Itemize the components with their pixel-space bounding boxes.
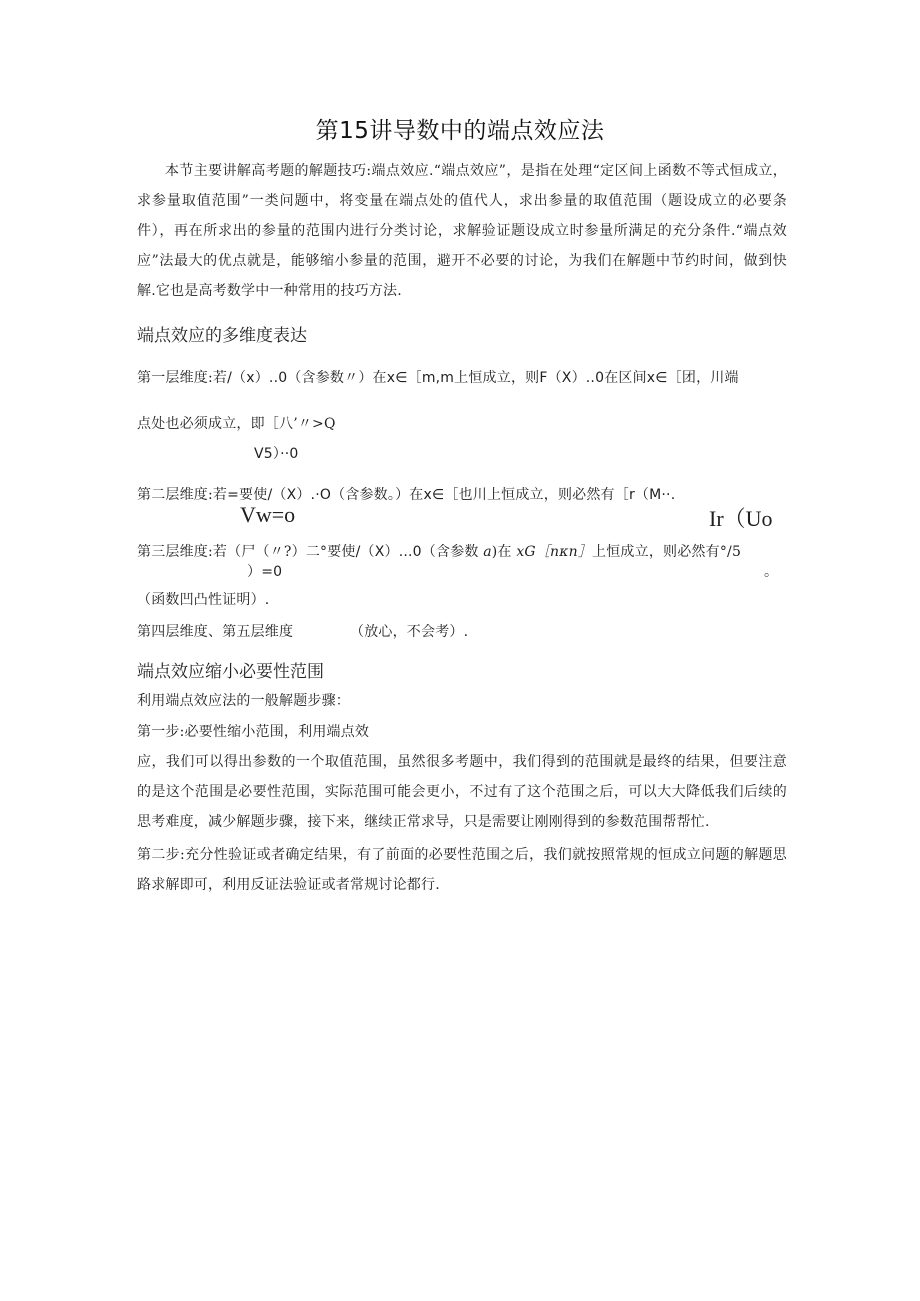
- step1-paragraph: 应，我们可以得出参数的一个取值范围，虽然很多考题中，我们得到的范围就是最终的结果，但要注意的是这个范围是必要性范围，实际范围可能会更小，不过有了这个范围之后，可以大大降低我们后续的思考难度，减少解题步骤，接下来，继续正常求导，只是需要让刚刚得到的参数范围帮帮忙.: [137, 754, 787, 830]
- level3-mid: )在: [491, 544, 512, 560]
- intro-paragraph: 本节主要讲解高考题的解题技巧:端点效应.“端点效应”，是指在处理“定区间上函数不等式恒成立，求参量取值范围”一类问题中，将变量在端点处的值代人，求出参量的取值范围（题设成立的必要条件），再在所求出的参量的范围内进行分类讨论，求解验证题设成立时参量所满足的充分条件.“端点效应”法最大的优点就是，能够缩小参量的范围，避开不必要的讨论，为我们在解题中节约时间，做到快解.它也是高考数学中一种常用的技巧方法.: [137, 163, 787, 299]
- level3-formula: /（X）...0（含参数: [355, 544, 479, 560]
- level3-prefix: 第三层维度:若（尸（〃?）二°要使: [137, 544, 356, 560]
- level3-suffix: 上恒成立，则必然有°/5: [592, 544, 742, 560]
- level1-continuation: [137, 413, 336, 433]
- level2-line: [137, 484, 675, 504]
- level3-note: （函数凹凸性证明）.: [137, 592, 270, 608]
- level1-cont-text: 点处也必须成立，即［八’〃>Q: [137, 416, 336, 432]
- level45-note: （放心，不会考）.: [350, 624, 469, 640]
- level2-big-left: Vw=o: [240, 502, 296, 527]
- section-heading-narrowing: 端点效应缩小必要性范围: [137, 662, 324, 682]
- level2-prefix: 第二层维度:若=要使: [137, 487, 268, 503]
- level45-line: [137, 621, 293, 641]
- section-heading-multidimensional: 端点效应的多维度表达: [137, 326, 307, 346]
- level1-prefix: 第一层维度:若: [137, 370, 228, 386]
- level1-line: [137, 367, 739, 387]
- level1-formula: /（x）..0（含参数〃）在x∈［m,m上恒成立，则F（X）..0在区间x∈［团，川端: [227, 370, 739, 386]
- level3-var-a: a: [483, 544, 492, 560]
- page-title: 第15讲导数中的端点效应法: [315, 118, 605, 144]
- level3-line: [137, 541, 741, 561]
- level3-range: xG［nκn］: [516, 544, 593, 560]
- step1-line1: 第一步:必要性缩小范围，利用端点效: [137, 724, 370, 740]
- steps-lead: 利用端点效应法的一般解题步骤：: [137, 693, 350, 709]
- level45-label: 第四层维度、第五层维度: [137, 624, 294, 640]
- step2-paragraph: 第二步:充分性验证或者确定结果，有了前面的必要性范围之后，我们就按照常规的恒成立问题的解题思路求解即可，利用反证法验证或者常规讨论都行.: [137, 847, 787, 893]
- level1-sub-formula: V5）··0: [254, 446, 299, 462]
- level3-line2: ）=0: [247, 564, 283, 580]
- level3-dot: 。: [764, 564, 779, 580]
- level2-formula: /（X）.·O（含参数。）在x∈［也川上恒成立，则必然有［r（M··.: [267, 487, 676, 503]
- level2-big-right: Ir（Uo: [709, 506, 773, 531]
